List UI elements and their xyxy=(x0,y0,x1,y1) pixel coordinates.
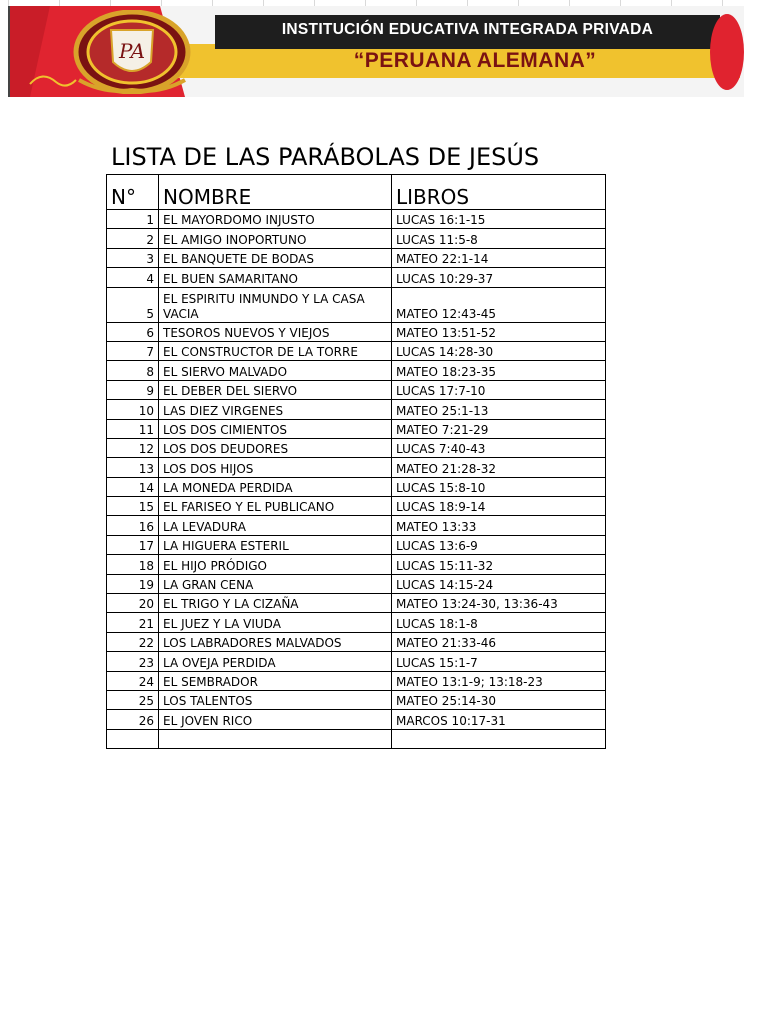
table-header-row xyxy=(107,175,606,210)
table-row xyxy=(107,477,606,496)
row-parable-name: LOS LABRADORES MALVADOS xyxy=(159,632,392,651)
school-banner xyxy=(8,6,744,97)
row-number: 9 xyxy=(107,380,159,399)
row-parable-name: LOS DOS CIMIENTOS xyxy=(159,419,392,438)
row-parable-name: EL SEMBRADOR xyxy=(159,671,392,690)
row-parable-name: EL MAYORDOMO INJUSTO xyxy=(159,210,392,229)
header-books: LIBROS xyxy=(392,175,606,210)
row-book-reference xyxy=(392,729,606,748)
row-number: 5 xyxy=(107,287,159,322)
table-row xyxy=(107,632,606,651)
table-row xyxy=(107,594,606,613)
table-row xyxy=(107,497,606,516)
row-parable-name: LA MONEDA PERDIDA xyxy=(159,477,392,496)
row-number: 12 xyxy=(107,438,159,457)
row-parable-name: EL BANQUETE DE BODAS xyxy=(159,248,392,267)
row-parable-name: LA HIGUERA ESTERIL xyxy=(159,535,392,554)
table-row xyxy=(107,210,606,229)
row-book-reference: LUCAS 7:40-43 xyxy=(392,438,606,457)
row-book-reference: MARCOS 10:17-31 xyxy=(392,710,606,729)
row-parable-name: EL FARISEO Y EL PUBLICANO xyxy=(159,497,392,516)
row-book-reference: LUCAS 18:1-8 xyxy=(392,613,606,632)
row-book-reference: LUCAS 14:28-30 xyxy=(392,341,606,360)
row-book-reference: MATEO 25:1-13 xyxy=(392,400,606,419)
row-book-reference: MATEO 13:33 xyxy=(392,516,606,535)
table-row xyxy=(107,268,606,287)
row-number: 7 xyxy=(107,341,159,360)
row-number: 18 xyxy=(107,555,159,574)
row-parable-name: EL TRIGO Y LA CIZAÑA xyxy=(159,594,392,613)
row-book-reference: LUCAS 17:7-10 xyxy=(392,380,606,399)
table-row xyxy=(107,613,606,632)
table-row xyxy=(107,438,606,457)
page-title: LISTA DE LAS PARÁBOLAS DE JESÚS xyxy=(111,143,540,171)
row-book-reference: LUCAS 11:5-8 xyxy=(392,229,606,248)
row-number: 20 xyxy=(107,594,159,613)
row-number: 25 xyxy=(107,690,159,709)
row-number: 2 xyxy=(107,229,159,248)
row-book-reference: LUCAS 14:15-24 xyxy=(392,574,606,593)
table-row xyxy=(107,458,606,477)
crest-initials: PA xyxy=(118,39,146,63)
table-row xyxy=(107,361,606,380)
row-number: 24 xyxy=(107,671,159,690)
row-book-reference: LUCAS 15:1-7 xyxy=(392,652,606,671)
table-row xyxy=(107,671,606,690)
red-oval-ornament xyxy=(710,14,744,90)
row-number: 6 xyxy=(107,322,159,341)
row-parable-name: EL BUEN SAMARITANO xyxy=(159,268,392,287)
row-number: 11 xyxy=(107,419,159,438)
row-parable-name: LOS DOS HIJOS xyxy=(159,458,392,477)
row-parable-name: EL CONSTRUCTOR DE LA TORRE xyxy=(159,341,392,360)
row-book-reference: LUCAS 10:29-37 xyxy=(392,268,606,287)
row-parable-name xyxy=(159,729,392,748)
table-row xyxy=(107,690,606,709)
table-row xyxy=(107,710,606,729)
row-number: 19 xyxy=(107,574,159,593)
row-number: 23 xyxy=(107,652,159,671)
table-row xyxy=(107,341,606,360)
row-parable-name: LA GRAN CENA xyxy=(159,574,392,593)
row-book-reference: MATEO 18:23-35 xyxy=(392,361,606,380)
row-book-reference: MATEO 21:28-32 xyxy=(392,458,606,477)
row-parable-name: LOS TALENTOS xyxy=(159,690,392,709)
row-book-reference: LUCAS 18:9-14 xyxy=(392,497,606,516)
header-name: NOMBRE xyxy=(159,175,392,210)
table-row xyxy=(107,574,606,593)
table-row xyxy=(107,400,606,419)
row-number: 10 xyxy=(107,400,159,419)
row-parable-name: EL DEBER DEL SIERVO xyxy=(159,380,392,399)
row-parable-name: TESOROS NUEVOS Y VIEJOS xyxy=(159,322,392,341)
row-number: 1 xyxy=(107,210,159,229)
row-number: 16 xyxy=(107,516,159,535)
row-book-reference: MATEO 13:1-9; 13:18-23 xyxy=(392,671,606,690)
row-book-reference: LUCAS 16:1-15 xyxy=(392,210,606,229)
row-book-reference: MATEO 22:1-14 xyxy=(392,248,606,267)
row-number xyxy=(107,729,159,748)
banner-school-name: “PERUANA ALEMANA” xyxy=(353,49,597,72)
row-parable-name: EL HIJO PRÓDIGO xyxy=(159,555,392,574)
row-book-reference: LUCAS 15:11-32 xyxy=(392,555,606,574)
row-parable-name: EL JOVEN RICO xyxy=(159,710,392,729)
table-row xyxy=(107,287,606,322)
table-row xyxy=(107,322,606,341)
row-book-reference: LUCAS 15:8-10 xyxy=(392,477,606,496)
banner-dark-band xyxy=(215,15,720,49)
table-row xyxy=(107,248,606,267)
table-row xyxy=(107,380,606,399)
row-parable-name: LA LEVADURA xyxy=(159,516,392,535)
row-parable-name: LOS DOS DEUDORES xyxy=(159,438,392,457)
row-number: 13 xyxy=(107,458,159,477)
table-row xyxy=(107,516,606,535)
header-number: N° xyxy=(107,175,159,210)
row-parable-name: LAS DIEZ VIRGENES xyxy=(159,400,392,419)
parables-table xyxy=(106,174,606,749)
table-row xyxy=(107,229,606,248)
row-book-reference: MATEO 13:51-52 xyxy=(392,322,606,341)
row-book-reference: MATEO 7:21-29 xyxy=(392,419,606,438)
table-row xyxy=(107,652,606,671)
school-crest-logo xyxy=(73,10,191,94)
table-row xyxy=(107,555,606,574)
row-parable-name: LA OVEJA PERDIDA xyxy=(159,652,392,671)
row-number: 22 xyxy=(107,632,159,651)
table-row xyxy=(107,419,606,438)
row-number: 8 xyxy=(107,361,159,380)
row-book-reference: LUCAS 13:6-9 xyxy=(392,535,606,554)
table-row xyxy=(107,535,606,554)
row-book-reference: MATEO 12:43-45 xyxy=(392,287,606,322)
row-parable-name: EL SIERVO MALVADO xyxy=(159,361,392,380)
row-book-reference: MATEO 13:24-30, 13:36-43 xyxy=(392,594,606,613)
row-number: 26 xyxy=(107,710,159,729)
row-number: 15 xyxy=(107,497,159,516)
row-parable-name: EL JUEZ Y LA VIUDA xyxy=(159,613,392,632)
row-parable-name: EL ESPIRITU INMUNDO Y LA CASA VACIA xyxy=(159,287,392,322)
row-number: 21 xyxy=(107,613,159,632)
row-number: 14 xyxy=(107,477,159,496)
row-book-reference: MATEO 21:33-46 xyxy=(392,632,606,651)
row-number: 3 xyxy=(107,248,159,267)
banner-yellow-band xyxy=(170,44,740,78)
row-number: 4 xyxy=(107,268,159,287)
banner-institution-label: INSTITUCIÓN EDUCATIVA INTEGRADA PRIVADA xyxy=(281,21,654,38)
row-parable-name: EL AMIGO INOPORTUNO xyxy=(159,229,392,248)
table-row xyxy=(107,729,606,748)
row-number: 17 xyxy=(107,535,159,554)
row-book-reference: MATEO 25:14-30 xyxy=(392,690,606,709)
